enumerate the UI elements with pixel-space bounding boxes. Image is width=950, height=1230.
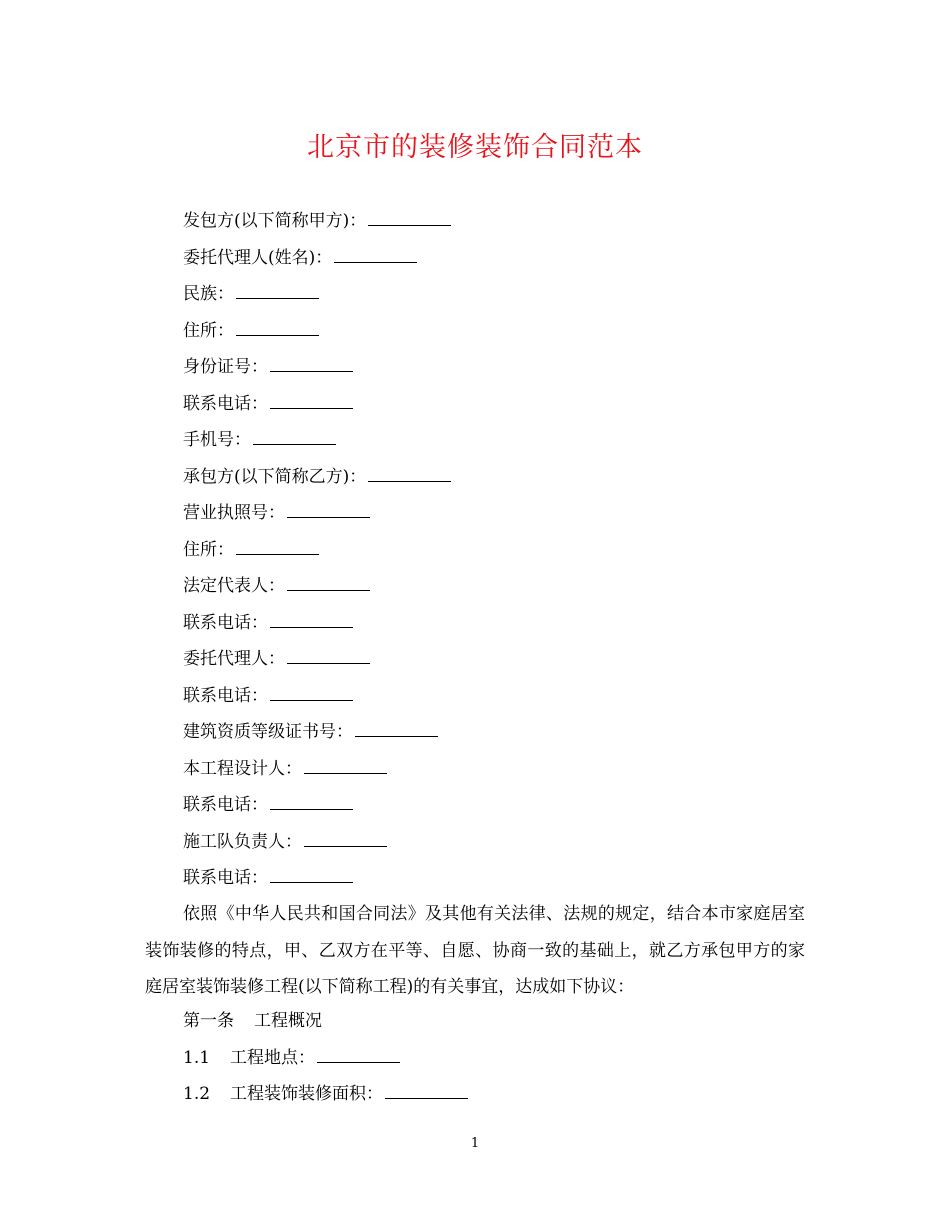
field-blank [270,699,353,701]
field-blank [253,443,336,445]
field-line [183,568,823,605]
field-line [183,459,823,496]
agreement-paragraph: 依照《中华人民共和国合同法》及其他有关法律、法规的规定，结合本市家庭居室装饰装修的特点，甲、乙双方在平等、自愿、协商一致的基础上，就乙方承包甲方的家庭居室装饰装修工程(以下简称工程)的有关事宜，达成如下协议： [145,904,805,997]
item-number: 1.1 [183,1047,211,1068]
field-blank [236,334,319,336]
field-line [183,751,823,788]
document-title: 北京市的装修装饰合同范本 [307,132,643,163]
field-line [183,349,823,386]
field-blank [355,735,438,737]
field-label: 联系电话： [183,795,268,815]
article-item [183,1076,823,1113]
field-blank [236,297,319,299]
field-blank [334,261,417,263]
field-blank [304,845,387,847]
field-label: 住所： [183,539,234,560]
field-line [183,714,823,751]
field-label: 民族： [183,284,234,304]
field-blank [304,772,387,774]
field-label: 发包方(以下简称甲方)： [183,211,367,231]
field-blank [317,1061,400,1063]
field-label: 手机号： [183,430,251,450]
field-label: 本工程设计人： [183,758,302,779]
field-label: 住所： [183,320,234,341]
article-heading [183,1003,823,1040]
field-line [183,678,823,715]
field-line [183,495,823,532]
field-label: 联系电话： [183,393,268,414]
party-fields [183,203,823,897]
item-label: 工程地点： [230,1047,316,1068]
field-blank [287,662,370,664]
item-label: 工程装饰装修面积： [230,1084,384,1104]
field-blank [270,407,353,409]
field-blank [270,808,353,810]
field-blank [236,553,319,555]
field-line [183,203,823,240]
field-blank [270,626,353,628]
field-blank [270,881,353,883]
field-line [183,240,823,277]
field-line [183,787,823,824]
page-number: 1 [470,1136,480,1151]
field-line [183,422,823,459]
field-label: 委托代理人： [183,649,285,669]
field-blank [368,480,451,482]
field-label: 联系电话： [183,685,268,706]
article-item [183,1040,823,1077]
article-number: 第一条 [183,1011,234,1031]
field-blank [270,370,353,372]
field-line [183,386,823,423]
field-label: 联系电话： [183,612,268,633]
field-label: 委托代理人(姓名)： [183,247,333,268]
field-label: 营业执照号： [183,503,285,523]
field-blank [385,1097,468,1099]
field-label: 法定代表人： [183,576,285,596]
field-line [183,313,823,350]
field-blank [287,589,370,591]
field-blank [287,516,370,518]
field-line [183,532,823,569]
field-label: 身份证号： [183,357,268,377]
field-label: 施工队负责人： [183,831,302,852]
field-line [183,860,823,897]
field-line [183,276,823,313]
field-line [183,605,823,642]
article-name: 工程概况 [254,1011,322,1031]
field-blank [368,224,451,226]
field-label: 承包方(以下简称乙方)： [183,466,367,487]
field-line [183,824,823,861]
item-number: 1.2 [183,1084,211,1104]
article-section [183,1003,823,1113]
field-label: 联系电话： [183,868,268,888]
field-label: 建筑资质等级证书号： [183,722,353,742]
field-line [183,641,823,678]
